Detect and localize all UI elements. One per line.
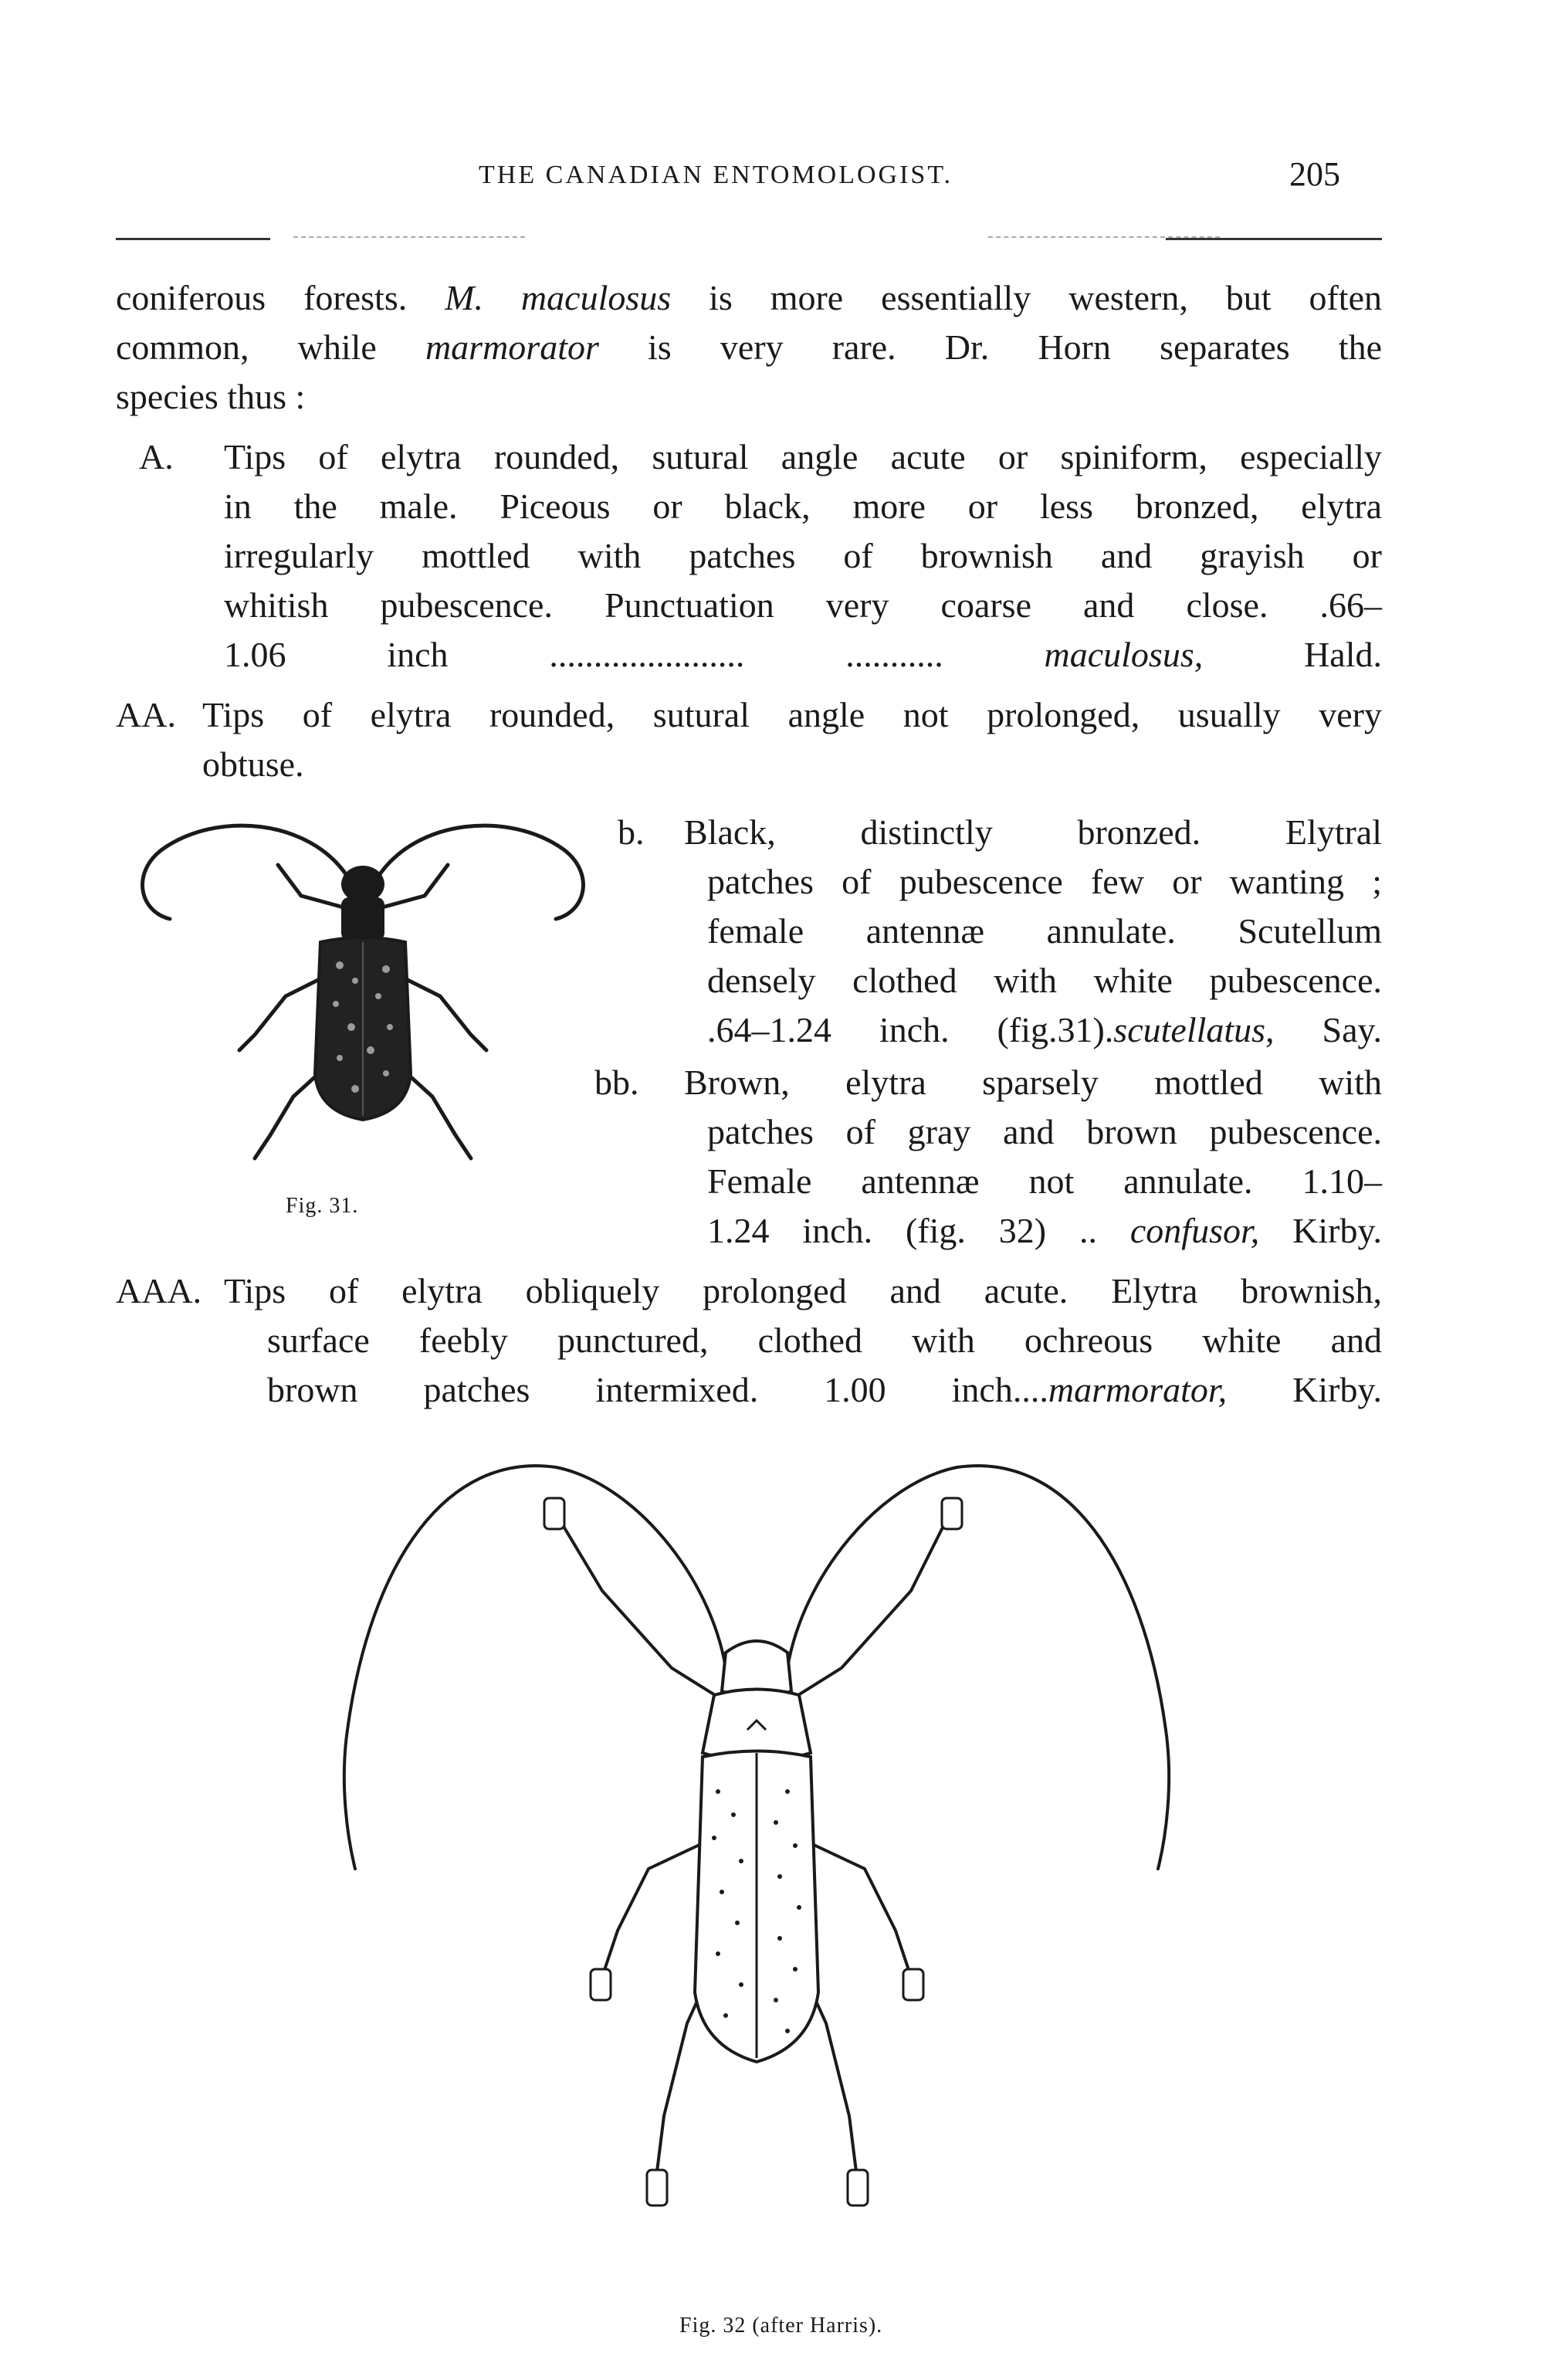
key-a-line-2: in the male. Piceous or black, more or less bronzed, elytra bbox=[224, 487, 1382, 526]
running-header: THE CANADIAN ENTOMOLOGIST. bbox=[479, 161, 953, 189]
intro-line-1: coniferous forests. M. maculosus is more essentially western, but often bbox=[116, 278, 1382, 317]
intro-line-3: species thus : bbox=[116, 377, 306, 416]
key-bb-line-3: Female antennæ not annulate. 1.10– bbox=[707, 1161, 1382, 1201]
key-aaa-line-2: surface feebly punctured, clothed with ochreous white and bbox=[267, 1321, 1382, 1360]
key-label-bb: bb. bbox=[594, 1063, 639, 1102]
key-label-b: b. bbox=[618, 812, 645, 852]
header-rule-left bbox=[116, 238, 270, 240]
key-bb-line-4: 1.24 inch. (fig. 32) .. confusor, Kirby. bbox=[707, 1211, 1383, 1250]
key-label-aa: AA. bbox=[116, 695, 176, 734]
key-aaa-line-3: brown patches intermixed. 1.00 inch....marmorator, Kirby. bbox=[267, 1370, 1382, 1409]
fig32-beetle-illustration bbox=[324, 1436, 1220, 2301]
key-b-line-5: .64–1.24 inch. (fig.31).scutellatus, Say. bbox=[707, 1010, 1383, 1049]
fig31-beetle-illustration bbox=[124, 803, 602, 1189]
fig32-caption: Fig. 32 (after Harris). bbox=[679, 2314, 883, 2338]
key-aaa-line-1: Tips of elytra obliquely prolonged and acute. Elytra brownish, bbox=[224, 1271, 1382, 1310]
header-rule-right bbox=[1166, 238, 1382, 240]
header-rule-dashes bbox=[293, 236, 525, 238]
key-label-a: A. bbox=[139, 437, 174, 476]
intro-line-2: common, while marmorator is very rare. Dr. Horn separates the bbox=[116, 327, 1383, 367]
key-a-line-5: 1.06 inch ...................... ........... maculosus, Hald. bbox=[224, 635, 1382, 674]
key-label-aaa: AAA. bbox=[116, 1271, 202, 1310]
key-b-line-1: Black, distinctly bronzed. Elytral bbox=[684, 812, 1382, 852]
key-b-line-4: densely clothed with white pubescence. bbox=[707, 961, 1382, 1000]
key-b-line-3: female antennæ annulate. Scutellum bbox=[707, 911, 1382, 951]
page-number: 205 bbox=[1289, 155, 1340, 193]
key-b-line-2: patches of pubescence few or wanting ; bbox=[707, 862, 1382, 901]
key-aa-line-2: obtuse. bbox=[202, 744, 304, 784]
key-a-line-1: Tips of elytra rounded, sutural angle acute or spiniform, especially bbox=[224, 437, 1382, 476]
key-aa-line-1: Tips of elytra rounded, sutural angle not prolonged, usually very bbox=[202, 695, 1382, 734]
key-a-line-4: whitish pubescence. Punctuation very coarse and close. .66– bbox=[224, 585, 1382, 625]
key-bb-line-1: Brown, elytra sparsely mottled with bbox=[684, 1063, 1382, 1102]
key-a-line-3: irregularly mottled with patches of brownish and grayish or bbox=[224, 536, 1382, 575]
fig31-caption: Fig. 31. bbox=[286, 1194, 359, 1218]
key-bb-line-2: patches of gray and brown pubescence. bbox=[707, 1112, 1382, 1151]
